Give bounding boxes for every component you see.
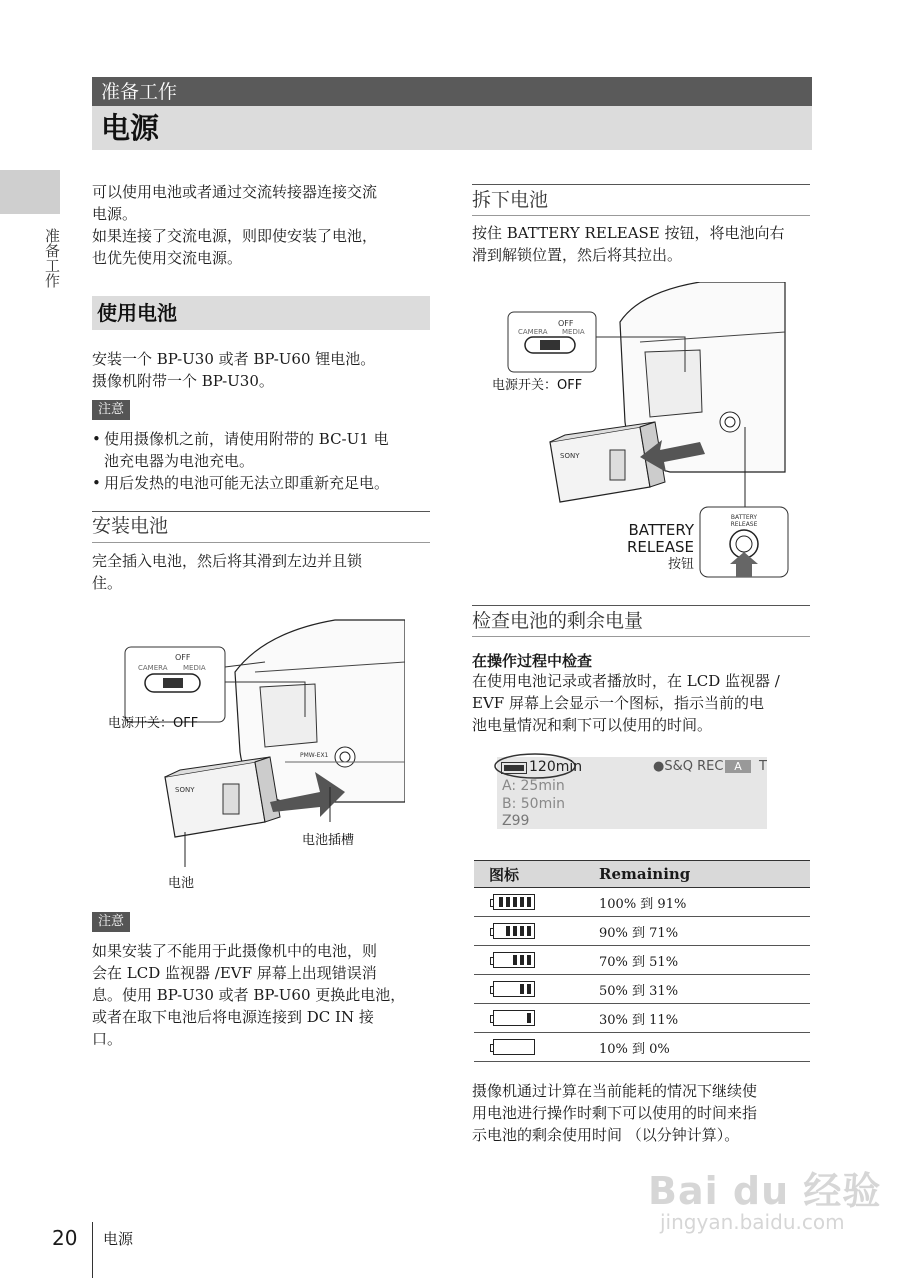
battery-level-icon <box>493 952 535 968</box>
battery-icon-cell <box>474 888 599 917</box>
battery-brand: SONY <box>560 452 580 460</box>
col-header-icon: 图标 <box>474 861 599 888</box>
text-line: 池电量情况和剩下可以使用的时间。 <box>472 716 713 734</box>
watermark-logo: Bai du 经验 <box>648 1169 882 1213</box>
table-row <box>474 946 810 975</box>
lcd-line-a: A: 25min <box>502 778 565 794</box>
battery-segment <box>527 1013 531 1023</box>
use-battery-text <box>92 348 432 392</box>
bullet-dot: • <box>92 430 101 448</box>
section-label: 准备工作 <box>101 81 178 103</box>
lcd-line-z: Z99 <box>502 813 530 829</box>
lcd-display <box>497 757 767 829</box>
battery-segment <box>520 897 524 907</box>
battery-segment <box>520 955 524 965</box>
release-small-line2: RELEASE <box>730 521 758 528</box>
check-subtitle: 在操作过程中检查 <box>472 652 593 670</box>
install-illustration <box>105 612 405 902</box>
text-line: 完全插入电池，然后将其滑到左边并且锁 <box>92 552 363 570</box>
page-title: 电源 <box>101 111 160 145</box>
check-footer-text <box>472 1080 812 1146</box>
check-text <box>472 670 812 736</box>
text-line: 口。 <box>92 1030 123 1048</box>
text-line: 按住 BATTERY RELEASE 按钮，将电池向右 <box>472 224 785 242</box>
switch-media-text: MEDIA <box>562 328 585 336</box>
table-body <box>474 888 810 1062</box>
battery-segment <box>513 926 517 936</box>
text-line: 在使用电池记录或者播放时，在 LCD 监视器 / <box>472 672 780 690</box>
text-line: 住。 <box>92 574 123 592</box>
battery-icon-cell <box>474 917 599 946</box>
battery-segment <box>506 897 510 907</box>
install-heading: 安装电池 <box>92 515 169 537</box>
table-row <box>474 975 810 1004</box>
text-line: 息。使用 BP-U30 或者 BP-U60 更换此电池， <box>92 986 406 1004</box>
intro-line: 也优先使用交流电源。 <box>92 249 243 267</box>
release-line: RELEASE <box>627 538 694 556</box>
battery-icon-cell <box>474 975 599 1004</box>
lcd-a-box: A <box>725 760 751 773</box>
intro-text <box>92 181 432 269</box>
battery-label: 电池 <box>168 876 195 891</box>
note2-text <box>92 940 432 1050</box>
camera-model: PMW-EX1 <box>300 752 329 759</box>
battery-segment <box>527 984 531 994</box>
remove-heading: 拆下电池 <box>472 189 549 211</box>
remaining-cell: 30% 到 11% <box>599 1004 810 1033</box>
switch-off-text: OFF <box>175 653 191 662</box>
note-bullets <box>92 428 432 494</box>
use-battery-heading: 使用电池 <box>97 301 177 325</box>
lcd-remaining-time: 120min <box>529 759 583 775</box>
remaining-cell: 100% 到 91% <box>599 888 810 917</box>
text-line: 滑到解锁位置，然后将其拉出。 <box>472 246 683 264</box>
battery-icon-cell <box>474 1004 599 1033</box>
text-line: 用电池进行操作时剩下可以使用的时间来指 <box>472 1104 758 1122</box>
battery-release-label <box>610 522 694 573</box>
battery-level-icon <box>493 1039 535 1055</box>
side-tab <box>0 170 60 214</box>
battery-level-icon <box>493 923 535 939</box>
remaining-cell: 70% 到 51% <box>599 946 810 975</box>
table-header-row <box>474 861 810 888</box>
bullet-dot: • <box>92 474 101 492</box>
battery-segment <box>527 926 531 936</box>
battery-brand: SONY <box>175 786 195 794</box>
battery-segment <box>527 897 531 907</box>
table-row <box>474 1033 810 1062</box>
text-line: 如果安装了不能用于此摄像机中的电池，则 <box>92 942 378 960</box>
col-header-remaining: Remaining <box>599 861 810 888</box>
battery-level-icon <box>493 981 535 997</box>
lcd-line-b: B: 50min <box>502 796 565 812</box>
switch-off-text: OFF <box>558 319 574 328</box>
text-line: 摄像机通过计算在当前能耗的情况下继续使 <box>472 1082 758 1100</box>
install-power-switch-label: 电源开关：OFF <box>108 716 199 731</box>
battery-segment <box>520 984 524 994</box>
bullet-line: 池充电器为电池充电。 <box>104 452 255 470</box>
table-row <box>474 917 810 946</box>
note-badge: 注意 <box>92 912 130 932</box>
lcd-t: T <box>759 759 767 774</box>
bullet-item <box>92 472 432 494</box>
release-small-line1: BATTERY <box>730 514 758 521</box>
switch-camera-text: CAMERA <box>518 328 548 336</box>
text-line: EVF 屏幕上会显示一个图标，指示当前的电 <box>472 694 764 712</box>
battery-segment <box>513 897 517 907</box>
battery-level-icon <box>493 894 535 910</box>
text-line: 安装一个 BP-U30 或者 BP-U60 锂电池。 <box>92 350 376 368</box>
bullet-line: 使用摄像机之前，请使用附带的 BC-U1 电 <box>104 430 389 448</box>
battery-level-table <box>474 860 810 1062</box>
battery-slot-label: 电池插槽 <box>302 833 355 848</box>
release-line: 按钮 <box>667 557 694 572</box>
switch-camera-text: CAMERA <box>138 664 168 672</box>
battery-icon-cell <box>474 1033 599 1062</box>
battery-level-icon <box>493 1010 535 1026</box>
text-line: 会在 LCD 监视器 /EVF 屏幕上出现错误消 <box>92 964 377 982</box>
footer-divider <box>92 1222 93 1278</box>
intro-line: 可以使用电池或者通过交流转接器连接交流 <box>92 183 378 201</box>
lcd-battery-icon <box>501 762 527 774</box>
bullet-item <box>92 428 432 472</box>
release-line: BATTERY <box>628 521 694 539</box>
battery-icon-cell <box>474 946 599 975</box>
bullet-line: 用后发热的电池可能无法立即重新充足电。 <box>104 474 390 492</box>
watermark-url: jingyan.baidu.com <box>660 1210 845 1234</box>
footer-label: 电源 <box>103 1230 134 1248</box>
remaining-cell: 90% 到 71% <box>599 917 810 946</box>
title-bar <box>92 106 812 150</box>
battery-segment <box>499 897 503 907</box>
page-number: 20 <box>52 1226 78 1250</box>
battery-segment <box>506 926 510 936</box>
note-badge: 注意 <box>92 400 130 420</box>
check-heading: 检查电池的剩余电量 <box>472 610 644 632</box>
intro-line: 如果连接了交流电源，则即使安装了电池， <box>92 227 378 245</box>
text-line: 或者在取下电池后将电源连接到 DC IN 接 <box>92 1008 374 1026</box>
text-line: 示电池的剩余使用时间 （以分钟计算）。 <box>472 1126 740 1144</box>
table-row <box>474 1004 810 1033</box>
side-tab-text: 准备工作 <box>43 228 61 288</box>
remove-text <box>472 222 812 266</box>
section-header-bar <box>92 77 812 106</box>
table-row <box>474 888 810 917</box>
remaining-cell: 10% 到 0% <box>599 1033 810 1062</box>
remaining-cell: 50% 到 31% <box>599 975 810 1004</box>
install-text <box>92 550 432 594</box>
battery-segment <box>520 926 524 936</box>
battery-segment <box>527 955 531 965</box>
lcd-rec-status: ●S&Q REC <box>653 759 724 774</box>
remove-power-switch-label: 电源开关：OFF <box>492 378 583 393</box>
text-line: 摄像机附带一个 BP-U30。 <box>92 372 274 390</box>
battery-segment <box>513 955 517 965</box>
switch-media-text: MEDIA <box>183 664 206 672</box>
intro-line: 电源。 <box>92 205 138 223</box>
